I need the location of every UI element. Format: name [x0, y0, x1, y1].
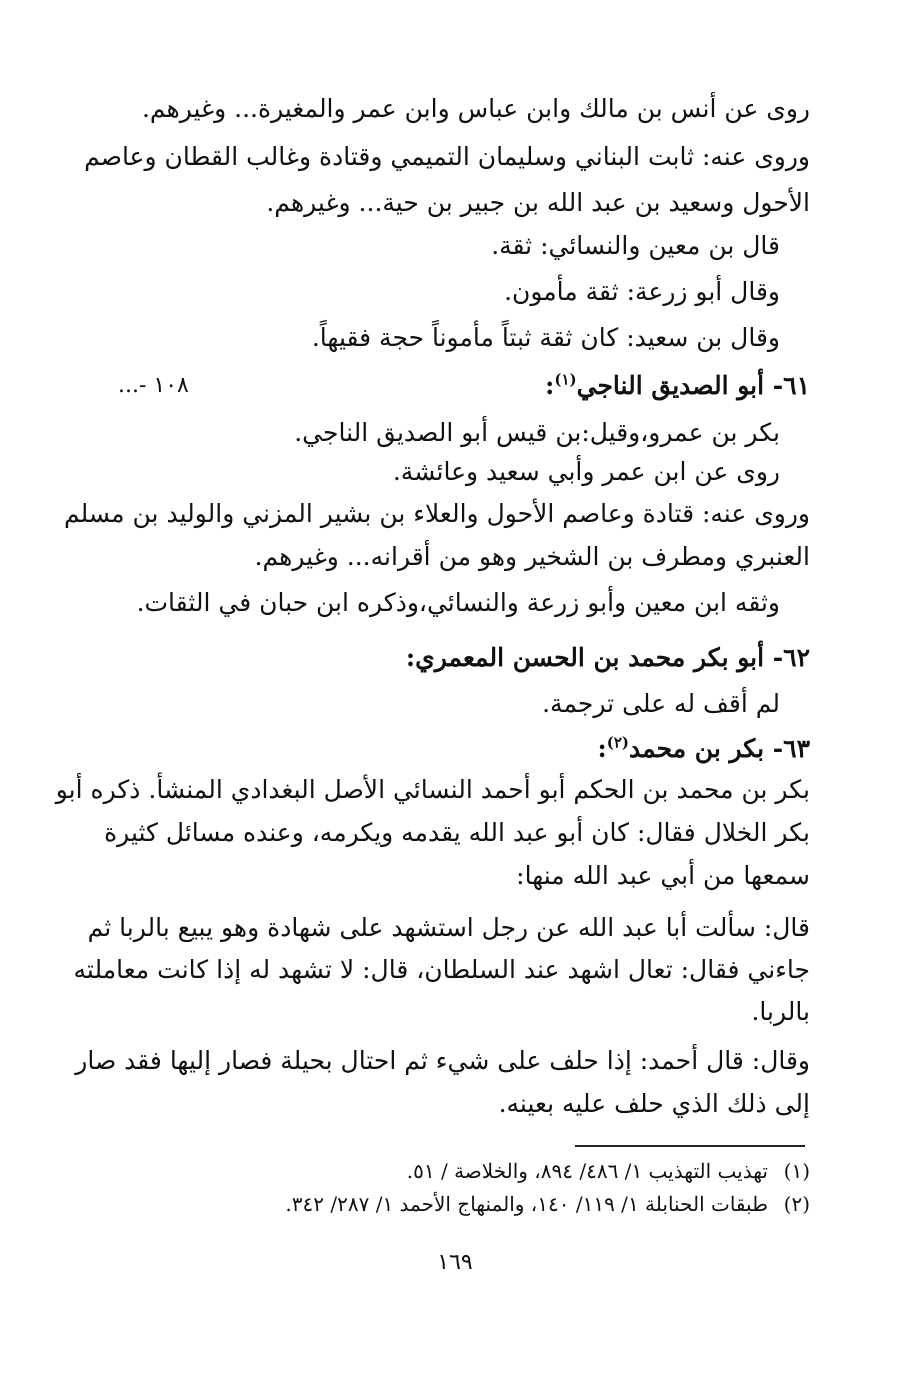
text-line: وثقه ابن معين وأبو زرعة والنسائي،وذكره ابن حبان في الثقات.: [136, 588, 780, 617]
text-line: سمعها من أبي عبد الله منها:: [516, 861, 810, 890]
text-line: إلى ذلك الذي حلف عليه بعينه.: [498, 1089, 810, 1118]
footnote-number: (١): [783, 1159, 810, 1183]
footnote-1: [100, 1156, 810, 1186]
text-line: وقال: قال أحمد: إذا حلف على شيء ثم احتال بحيلة فصار إليها فقد صار: [75, 1046, 810, 1075]
text-line: قال: سألت أبا عبد الله عن رجل استشهد على شهادة وهو يبيع بالربا ثم: [87, 913, 810, 942]
text-line: لم أقف له على ترجمة.: [542, 689, 780, 718]
heading-text: ٦١- أبو الصديق الناجي: [576, 371, 810, 400]
text-line: وقال بن سعيد: كان ثقة ثبتاً مأموناً حجة فقيهاً.: [311, 323, 780, 352]
text-line: وروى عنه: قتادة وعاصم الأحول والعلاء بن بشير المزني والوليد بن مسلم: [63, 499, 810, 528]
heading-colon: :: [545, 371, 555, 400]
text-line: بكر بن محمد بن الحكم أبو أحمد النسائي الأصل البغدادي المنشأ. ذكره أبو: [55, 775, 810, 804]
footnote-text: طبقات الحنابلة ١/ ١١٩/ ١٤٠، والمنهاج الأحمد ١/ ٢٨٧/ ٣٤٢.: [285, 1192, 768, 1216]
entry-heading-61: [250, 366, 810, 406]
footnote-number: (٢): [783, 1192, 810, 1216]
footnote-text: تهذيب التهذيب ١/ ٤٨٦/ ٨٩٤، والخلاصة / ٥١.: [406, 1159, 768, 1183]
text-line: بكر بن عمرو،وقيل:بن قيس أبو الصديق الناجي.: [294, 418, 780, 447]
text-line: قال بن معين والنسائي: ثقة.: [491, 231, 780, 260]
text-line: روى عن ابن عمر وأبي سعيد وعائشة.: [392, 457, 780, 486]
text-line: وروى عنه: ثابت البناني وسليمان التميمي وقتادة وغالب القطان وعاصم: [84, 142, 810, 171]
heading-colon: :: [597, 734, 607, 763]
text-line: وقال أبو زرعة: ثقة مأمون.: [504, 277, 780, 306]
page-number: ١٦٩: [437, 1250, 473, 1275]
text-line: بكر الخلال فقال: كان أبو عبد الله يقدمه ويكرمه، وعنده مسائل كثيرة: [104, 818, 810, 847]
footnote-divider: [575, 1145, 805, 1147]
entry-dates: ...- ١٠٨: [118, 373, 189, 398]
footnote-2: [100, 1189, 810, 1219]
heading-text: ٦٣- بكر بن محمد: [629, 734, 810, 763]
footnote-ref: (٢): [606, 733, 629, 752]
entry-heading-62: ٦٢- أبو بكر محمد بن الحسن المعمري:: [405, 643, 810, 672]
text-line: جاءني فقال: تعال اشهد عند السلطان، قال: لا تشهد له إذا كانت معاملته: [73, 955, 810, 984]
footnote-ref: (١): [554, 370, 577, 389]
text-line: العنبري ومطرف بن الشخير وهو من أقرانه... وغيرهم.: [254, 542, 810, 571]
text-line: الأحول وسعيد بن عبد الله بن جبير بن حية... وغيرهم.: [266, 188, 810, 217]
text-line: روى عن أنس بن مالك وابن عباس وابن عمر والمغيرة... وغيرهم.: [141, 94, 810, 123]
entry-heading-63: [100, 729, 810, 769]
text-line: بالربا.: [751, 997, 810, 1026]
